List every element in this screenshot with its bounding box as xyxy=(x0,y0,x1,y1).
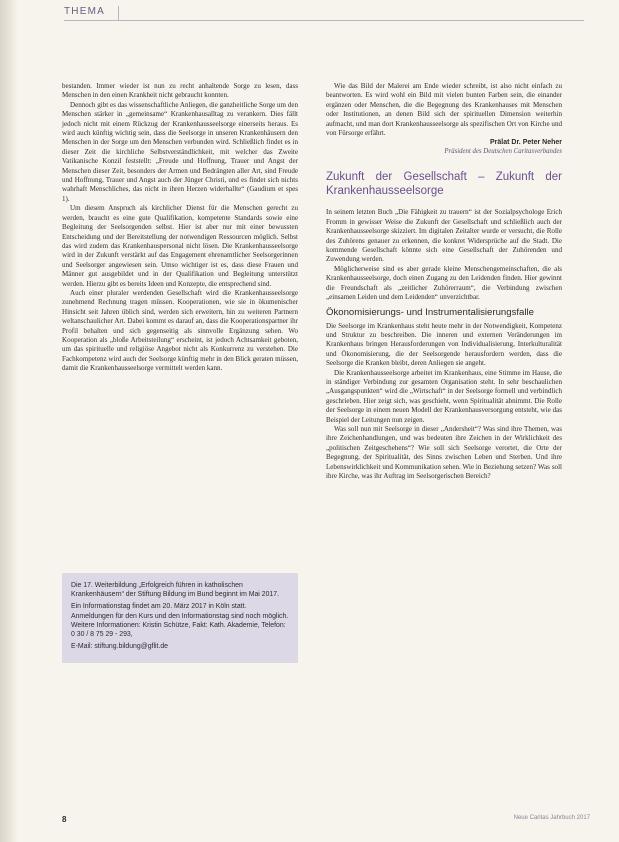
body-paragraph: Wie das Bild der Malerei am Ende wieder schreibt, ist also nicht einfach zu beantworten. Es wird wohl ein Bild mit vielen bunten Farben sein, die einander ergänzen oder Menschen, die die Begegnung des Krankenhauses mit Menschen oder Institutionen, an denen Bild sich der spirituellen Dimension weiterhin aufmacht, und man dort Krankenhausseelsorge als spezifischen Ort von Kirche und von Fürsorge erfährt. xyxy=(326,82,562,138)
left-column xyxy=(62,82,298,374)
info-box-paragraph: Die 17. Weiterbildung „Erfolgreich führen in katholischen Krankenhäusern“ der Stiftung Bildung im Bund beginnt im Mai 2017. xyxy=(71,582,279,599)
body-paragraph: Um diesem Anspruch als kirchlicher Dienst für die Menschen gerecht zu werden, braucht es eine gute Qualifikation, kompetente Standards sowie eine Begleitung der Seelsorgenden selbst. Hier ist aber nur mit einer bewussten Entscheidung und der Bereitstellung der notwendigen Ressourcen möglich. Selbst das wird zudem das Krankenhauspersonal nicht lösen. Die Krankenhausseelsorge wird in der Zukunft verstärkt auf das Engagement ehrenamtlicher Seelsorgerinnen und Seelsorger angewiesen sein. Umso wichtiger ist es, dass diese Frauen und Männer gut ausgebildet und in der Qualifikation und Begleitung unterstützt werden. Hierzu gibt es bereits Ideen und Konzepte, die entsprechend sind. xyxy=(62,204,298,288)
body-paragraph: Die Seelsorge im Krankenhaus steht heute mehr in der Notwendigkeit, Kompetenz und Struktur zu beschreiben. Die inneren und externen Veränderungen im Krankenhaus bringen Herausforderungen von Individualisierung, Interkulturalität und Ökonomisierung, die der Seelsorgende herausfordern werden, dass die Seelsorge die Kranken bleibt, deren Anliegen sie angeht. xyxy=(326,321,562,368)
author-signature: Prälat Dr. Peter Neher xyxy=(490,139,562,147)
info-box-email: E-Mail: stiftung.bildung@gflit.de xyxy=(71,643,169,651)
info-box xyxy=(62,573,298,663)
right-column xyxy=(326,82,562,481)
body-paragraph: Dennoch gibt es das wissenschaftliche Anliegen, die ganzheitliche Sorge um den Menschen stärker in „gemeinsame“ Krankenhausalltag zu verankern. Dies fällt jedoch nicht mit einem Rückzug der Krankenhausseelsorge einerseits heraus. Es wird auch künftig wichtig sein, dass die Seelsorge in unseren Krankenhäusern den Menschen in der Sorge um den Menschen verbunden wird. Schließlich findet es in dieser Zeit die kirchliche Selbstverständlichkeit, mit welcher das Zweite Vatikanische Konzil feststellt: „Freude und Hoffnung, Trauer und Angst der Menschen dieser Zeit, besonders der Armen und Bedrängten aller Art, sind Freude und Hoffnung, Trauer und Angst auch der Jünger Christi, und es findet sich nichts wahrhaft Menschliches, das nicht in ihren Herzen widerhallte“ (Gaudium et spes 1). xyxy=(62,100,298,203)
page-shadow-edge xyxy=(0,0,18,842)
author-role: Präsident des Deutschen Caritasverbandes xyxy=(444,148,562,156)
body-paragraph: bestanden. Immer wieder ist nun zu recht anhaltende Sorge zu lesen, dass Menschen in den einen Krankheit nicht gebraucht konnten. xyxy=(62,82,298,100)
header-divider-tick xyxy=(118,6,119,20)
footer-source: Neue Caritas Jahrbuch 2017 xyxy=(513,815,590,821)
header-rule xyxy=(64,20,584,21)
body-paragraph: In seinem letzten Buch „Die Fähigkeit zu trauern“ ist der Sozialpsychologe Erich Fromm in gewisser Weise die Zukunft der Gesellschaft und schließlich auch der Krankenhausseelsorge skizziert. Im digitalen Zeitalter wurde er versucht, die Rolle des Zuhörens genauer zu erkennen, die konkret Widersprüche auf die Stadt. Die kommende Gesellschaft könnte sich eine Gesellschaft der Zuhörenden und Zuwendung werden. xyxy=(326,208,562,264)
body-paragraph: Was soll nun mit Seelsorge in dieser „Andersheit“? Was sind ihre Themen, was ihre Zeichenhandlungen, und was bedeuten ihre Zeichen in der Wirklichkeit des „politischen Zeitgeschehens“? Wie soll sich Seelsorge verortet, die Orte der Begegnung, der Spiritualität, des Sinns zwischen Leben und Sterben. Und ihre Lebenswirklichkeit und Kommunikation sehen. Wie in Beziehung setzen? Was soll ihre Kirche, was ihr Auftrag im Seelsorgerischen Bereich? xyxy=(326,424,562,480)
body-paragraph: Auch einer pluraler werdenden Gesellschaft wird die Krankenhausseelsorge zunehmend Rechnung tragen müssen. Kooperationen, wie sie in ökumenischer Hinsicht seit Jahren üblich sind, werden sich erweitern, hin zu weiteren Partnern weltanschaulicher Art. Dabei kommt es darauf an, dass die Kooperationspartner ihr Profil behalten und sich gegenseitig als sinnvolle Ergänzung sehen. Wo Kooperation als „bloße Arbeitsteilung“ erscheint, ist jedoch Achtsamkeit geboten, um das spirituelle und religiöse Angebot nicht als Konkurrenz zu verstehen. Die Fachkompetenz wird auch der Seelsorge künftig mehr in den Blick geraten müssen, damit die Krankenhausseelsorge vermittelt werden kann. xyxy=(62,288,298,373)
subheading: Ökonomisierungs- und Instrumentalisierungsfalle xyxy=(326,306,534,318)
body-paragraph: Die Krankenhausseelsorge arbeitet im Krankenhaus, eine Stimme im Hause, die in ständiger Verbindung zur gesamten Organisation steht. In sehr beschaulichen „Ausgangspunkten“ wird die „Wirtschaft“ in der Seelsorge formell und verbindlich geschrieben. Hier zeigt sich, was geschieht, wenn Spiritualität abnimmt. Die Rolle der Seelsorge in einem neuen Modell der Krankenhausversorgung entsteht, wie das Beispiel der Leitungen nun zeigen. xyxy=(326,368,562,424)
body-paragraph: Möglicherweise sind es aber gerade kleine Menschengemeinschaften, die als Krankenhausseelsorge, doch einen Zugang zu den Leidenden finden. Hier gewinnt die Freundschaft als „zeitlicher Zuhörerraum“, die Verbindung zwischen „einsamen Leiden und dem Leidenden“ unverzichtbar. xyxy=(326,264,562,302)
info-box-paragraph: Ein Informationstag findet am 20. März 2017 in Köln statt. Anmeldungen für den Kurs und den Informationstag sind noch möglich. Weitere Informationen: Kristin Schütze, Fakt: Kath. Akademie, Telefon: 0 30 / 8 75 29 - 293, xyxy=(71,603,289,639)
page-number: 8 xyxy=(62,815,67,824)
section-label: THEMA xyxy=(64,6,105,17)
article-title: Zukunft der Gesellschaft – Zukunft der Krankenhausseelsorge xyxy=(326,171,562,198)
